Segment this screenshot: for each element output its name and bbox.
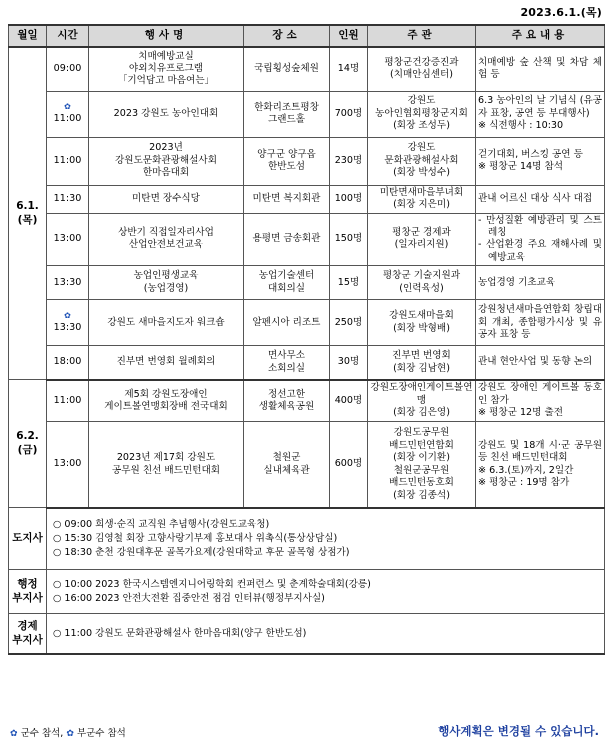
official-label-line: 행정 (17, 578, 38, 591)
event-name-line: 공무원 친선 배드민턴대회 (111, 464, 221, 476)
event-name (89, 422, 244, 508)
event-place (244, 213, 330, 266)
event-content-line: 관내 어르신 대상 식사 대접 (478, 192, 593, 204)
day-cell (9, 380, 47, 508)
event-host-line: 배드민턴동호회 (389, 477, 454, 489)
time-value: 13:30 (53, 276, 82, 288)
event-host-line: (회장 김종석) (393, 489, 450, 501)
event-host (368, 346, 476, 380)
event-place (244, 47, 330, 91)
event-name (89, 137, 244, 185)
header-content: 주요내용 (476, 25, 605, 47)
event-content (476, 213, 605, 266)
event-name (89, 213, 244, 266)
event-people: 600명 (330, 422, 368, 508)
event-place (244, 185, 330, 213)
event-host-line: 강원도 (407, 95, 436, 107)
event-host-line: 배드민턴연합회 (389, 439, 454, 451)
event-host (368, 213, 476, 266)
event-people: 700명 (330, 91, 368, 137)
event-place (244, 380, 330, 422)
official-label (9, 508, 47, 570)
event-content (476, 185, 605, 213)
event-host-line: 미탄면새마을부녀회 (379, 186, 464, 198)
event-host-line: (인력육성) (399, 282, 444, 294)
official-item: ○ 10:00 2023 한국시스템엔지니어링학회 컨퍼런스 및 춘계학술대회(강릉) (53, 578, 371, 590)
time-cell (47, 346, 89, 380)
official-item: ○ 15:30 김영철 회장 고향사랑기부제 홍보대사 위촉식(통상상담실) (53, 533, 338, 545)
event-host-line: (회장 지은미) (393, 199, 450, 210)
event-host (368, 91, 476, 137)
event-place-line: 양구군 양구읍 (257, 148, 316, 160)
event-name (89, 47, 244, 91)
official-label-line: 부지사 (12, 591, 43, 604)
event-content-line: 강원도 및 18개 시·군 공무원 등 친선 배드민턴대회 (478, 439, 602, 464)
attend-star-icon: ✿ (64, 101, 71, 111)
event-place-line: 철원군 (272, 452, 301, 464)
official-row (9, 614, 605, 654)
event-name-line: 2023년 제17회 강원도 (116, 452, 216, 464)
official-item: ○ 16:00 2023 안전大전환 집중안전 점검 인터뷰(행정부지사실) (53, 592, 325, 604)
event-host (368, 380, 476, 422)
table-row (9, 300, 605, 346)
time-value: 11:00 (53, 112, 82, 124)
time-cell (47, 47, 89, 91)
time-value: 18:00 (53, 356, 82, 368)
event-name-line: 게이트볼연맹회장배 전국대회 (104, 401, 228, 413)
time-value: 13:30 (53, 321, 82, 333)
event-host (368, 422, 476, 508)
mayor-attend-icon: ✿ (10, 729, 18, 739)
event-content-line: ※ 6.3.(토)까지, 2일간 (478, 464, 574, 476)
event-name-line: 상반기 직접일자리사업 (118, 226, 214, 238)
official-label-line: 부지사 (12, 633, 43, 646)
time-value: 13:00 (53, 458, 82, 470)
day-cell (9, 47, 47, 380)
event-content-line: ※ 평창군 14명 참석 (478, 161, 564, 172)
official-item: ○ 11:00 강원도 문화관광해설사 한마음대회(양구 한반도섬) (53, 627, 307, 639)
event-host-line: (회장 김남현) (393, 362, 450, 374)
event-content-line: ※ 식전행사 : 10:30 (478, 120, 564, 132)
event-content (476, 380, 605, 422)
event-content (476, 346, 605, 380)
vice-mayor-attend-label: 부군수 참석 (76, 728, 126, 739)
event-name (89, 91, 244, 137)
event-content-line: 6.3 농아인의 날 기념식 (유공자 표창, 공연 등 부대행사) (478, 95, 602, 119)
event-content (476, 300, 605, 346)
day-weekday: (목) (17, 213, 38, 226)
time-value: 13:00 (53, 233, 82, 245)
event-name-line: 강원도문화관광해설사회 (115, 154, 217, 166)
time-cell (47, 300, 89, 346)
time-value: 11:30 (53, 192, 82, 204)
table-row (9, 422, 605, 508)
official-item: ○ 09:00 희생·순직 교직원 추념행사(강원도교육청) (53, 519, 270, 531)
official-items (47, 614, 605, 654)
header-event: 행사명 (89, 25, 244, 47)
event-name-line: 미탄면 장수식당 (132, 192, 200, 204)
time-cell (47, 91, 89, 137)
event-host-line: 철원군공무원 (393, 464, 450, 476)
event-host-line: (치매안심센터) (389, 69, 454, 81)
schedule-table (8, 24, 605, 655)
event-place-line: 한반도섬 (267, 161, 306, 172)
table-row (9, 346, 605, 380)
event-name (89, 346, 244, 380)
event-people: 250명 (330, 300, 368, 346)
table-row (9, 380, 605, 422)
time-cell (47, 137, 89, 185)
event-host-line: (회장 박성수) (393, 167, 450, 179)
event-place-line: 생활체육공원 (258, 401, 315, 413)
day-date: 6.2. (16, 430, 39, 443)
official-label (9, 570, 47, 614)
event-name (89, 185, 244, 213)
event-name-line: 「기억담고 마음여는」 (117, 75, 215, 87)
event-host (368, 266, 476, 300)
event-name-line: 2023 강원도 농아인대회 (113, 107, 219, 119)
event-content-line: 강원청년새마을연합회 창립대회 개최, 종합평가시상 및 유공자 표창 등 (478, 304, 602, 341)
day-weekday: (금) (17, 443, 38, 456)
event-place-line: 농업기술센터 (258, 270, 315, 282)
event-content-line: ※ 평창군 12명 출전 (478, 407, 564, 419)
event-name-line: (농업경영) (143, 282, 189, 294)
event-place-line: 대회의실 (267, 282, 306, 294)
official-row (9, 570, 605, 614)
event-host-line: 평창군 경제과 (392, 226, 451, 238)
event-content (476, 266, 605, 300)
event-name-line: 치매예방교실 (138, 50, 194, 62)
time-cell (47, 185, 89, 213)
official-item: ○ 18:30 춘천 강원대후문 골목가요제(강원대학교 후문 골목형 상점가) (53, 547, 350, 559)
event-content-line: 걷기대회, 버스킹 공연 등 (478, 148, 583, 160)
event-people: 230명 (330, 137, 368, 185)
event-host-line: 강원도새마을회 (389, 310, 454, 322)
event-place-line: 한화리조트평창 (254, 101, 319, 113)
event-name (89, 266, 244, 300)
attend-star-icon: ✿ (64, 310, 71, 320)
event-place (244, 137, 330, 185)
event-place-line: 소회의실 (267, 362, 306, 374)
event-people: 100명 (330, 185, 368, 213)
event-host-line: 강원도장애인게이트볼연맹 (370, 382, 473, 406)
time-value: 11:00 (53, 154, 82, 166)
table-row (9, 185, 605, 213)
event-place (244, 91, 330, 137)
official-items (47, 570, 605, 614)
table-row (9, 266, 605, 300)
event-host-line: 강원도 (407, 142, 436, 154)
table-row (9, 47, 605, 91)
event-content (476, 47, 605, 91)
table-row (9, 213, 605, 266)
event-place (244, 266, 330, 300)
event-host-line: 문화관광해설사회 (384, 154, 459, 166)
event-place-line: 용평면 금송회관 (252, 233, 321, 245)
event-people: 30명 (330, 346, 368, 380)
header-place: 장소 (244, 25, 330, 47)
event-content (476, 137, 605, 185)
event-host-line: 평창군 기술지원과 (382, 270, 461, 282)
table-row (9, 137, 605, 185)
event-content-line: 농업경영 기초교육 (478, 276, 556, 288)
day-date: 6.1. (16, 200, 39, 213)
event-place-line: 정선고한 (267, 388, 306, 400)
event-host-line: (회장 조성두) (393, 120, 450, 132)
event-place-line: 면사무소 (267, 350, 306, 362)
event-host-line: 평창군건강증진과 (384, 56, 459, 68)
official-items (47, 508, 605, 570)
event-host (368, 300, 476, 346)
event-name-line: 농업인평생교육 (133, 270, 199, 282)
event-people: 14명 (330, 47, 368, 91)
time-cell (47, 213, 89, 266)
event-name (89, 380, 244, 422)
event-place-line: 실내체육관 (263, 464, 310, 476)
event-host-line: 강원도공무원 (393, 427, 450, 439)
event-host-line: (일자리지원) (394, 239, 449, 251)
change-notice: 행사계획은 변경될 수 있습니다. (438, 724, 599, 738)
event-content-line: 치매예방 숲 산책 및 차담 체험 등 (478, 56, 602, 81)
event-place-line: 미탄면 복지회관 (252, 192, 321, 204)
attendance-legend (10, 725, 126, 739)
event-name-line: 2023년 (149, 142, 183, 154)
event-name-line: 진부면 번영회 월례회의 (116, 356, 216, 368)
official-row (9, 508, 605, 570)
event-content-line: 관내 현안사업 및 동향 논의 (478, 356, 593, 368)
event-host (368, 185, 476, 213)
event-host-line: (회장 박형배) (393, 322, 450, 334)
event-content-line: 강원도 장애인 게이트볼 동호인 참가 (478, 382, 602, 406)
event-content-line: - 만성질환 예방관리 및 스트레칭 (478, 214, 602, 238)
event-name-line: 산업안전보건교육 (128, 239, 204, 251)
event-host-line: (회장 이기환) (393, 452, 450, 464)
time-value: 09:00 (53, 63, 82, 75)
event-name-line: 야외치유프로그램 (128, 63, 204, 75)
event-place-line: 국립횡성숲체원 (254, 63, 319, 75)
event-place-line: 그랜드홀 (267, 114, 306, 125)
header-host: 주관 (368, 25, 476, 47)
event-content-line: ※ 평창군 : 19명 참가 (478, 477, 570, 489)
event-name-line: 강원도 새마을지도자 워크숍 (107, 316, 225, 328)
time-cell (47, 422, 89, 508)
event-host (368, 47, 476, 91)
table-row (9, 91, 605, 137)
official-label (9, 614, 47, 654)
event-people: 15명 (330, 266, 368, 300)
header-row (9, 25, 605, 47)
event-people: 150명 (330, 213, 368, 266)
event-place (244, 422, 330, 508)
event-people: 400명 (330, 380, 368, 422)
time-cell (47, 266, 89, 300)
time-cell (47, 380, 89, 422)
event-place (244, 346, 330, 380)
event-name-line: 한마음대회 (142, 167, 190, 179)
header-time: 시간 (47, 25, 89, 47)
header-people: 인원 (330, 25, 368, 47)
event-content (476, 91, 605, 137)
event-host-line: 진부면 번영회 (392, 350, 451, 362)
event-name (89, 300, 244, 346)
official-label-line: 경제 (17, 619, 38, 632)
event-host-line: (회장 김은영) (393, 407, 450, 419)
event-host (368, 137, 476, 185)
event-content (476, 422, 605, 508)
official-label-line: 도지사 (12, 532, 43, 545)
time-value: 11:00 (53, 394, 82, 406)
event-host-line: 농아인협회평창군지회 (375, 107, 468, 119)
event-name-line: 제5회 강원도장애인 (124, 388, 208, 400)
document-date: 2023.6.1.(목) (520, 6, 602, 19)
vice-mayor-attend-icon: ✿ (66, 729, 74, 739)
mayor-attend-label: 군수 참석, (20, 728, 64, 739)
event-place-line: 알펜시아 리조트 (252, 316, 321, 328)
header-day: 월일 (9, 25, 47, 47)
event-place (244, 300, 330, 346)
event-content-line: - 산업환경 주요 재해사례 및 예방교육 (478, 239, 602, 263)
